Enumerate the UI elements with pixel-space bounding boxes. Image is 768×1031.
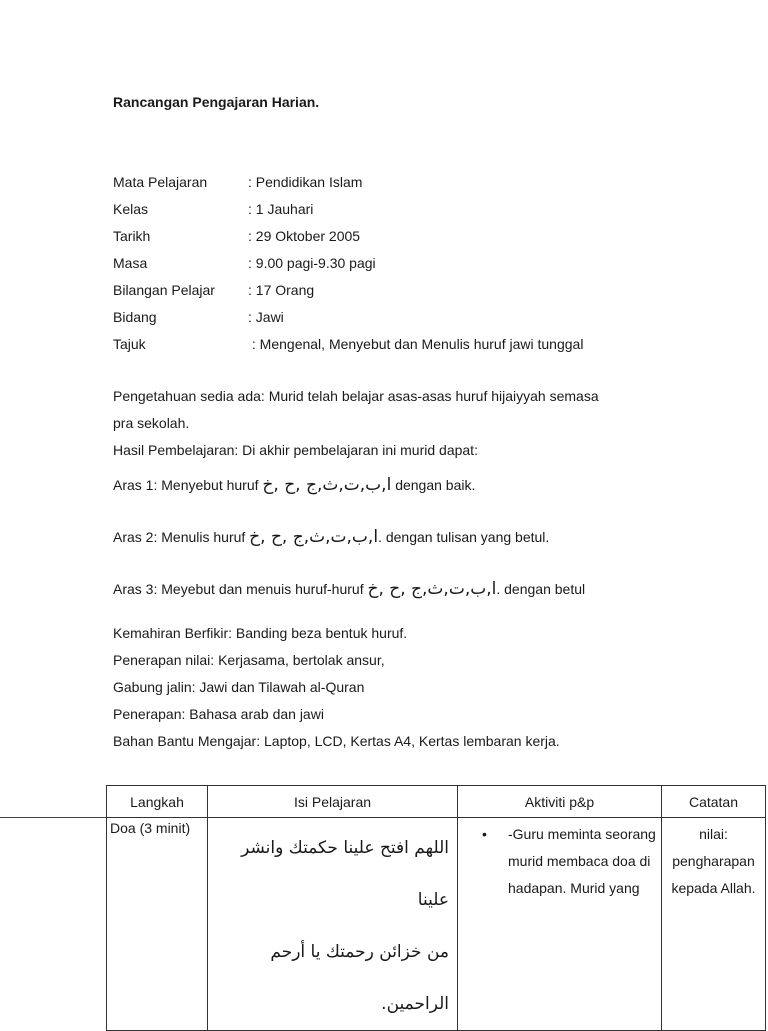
meta-row [113, 226, 360, 246]
aras-1 [113, 475, 475, 495]
meta-value: : 1 Jauhari [248, 201, 314, 217]
meta-value: : 29 Oktober 2005 [248, 228, 361, 244]
header-catatan: Catatan [662, 786, 766, 818]
penerapan-nilai: Penerapan nilai: Kerjasama, bertolak ansur, [113, 652, 385, 668]
table-header-row [107, 786, 766, 818]
header-aktiviti: Aktiviti p&p [458, 786, 662, 818]
aras-2-suffix: . dengan tulisan yang betul. [378, 529, 550, 545]
hasil-pembelajaran: Hasil Pembelajaran: Di akhir pembelajaran ini murid dapat: [113, 442, 478, 458]
meta-label: Bidang [113, 309, 157, 325]
page-title: Rancangan Pengajaran Harian. [113, 94, 320, 110]
meta-value: : Pendidikan Islam [248, 174, 363, 190]
margin-rule [0, 817, 106, 818]
aras-1-suffix: dengan baik. [391, 477, 476, 493]
meta-row [113, 307, 284, 327]
kemahiran-berfikir: Kemahiran Berfikir: Banding beza bentuk huruf. [113, 625, 408, 641]
cell-aktiviti [458, 818, 662, 1031]
aras-3-letters: ا,ب,ت,ث,ج ,ح ,خ [367, 579, 497, 599]
meta-row [113, 334, 583, 354]
aras-1-letters: ا,ب,ت,ث,ج ,ح ,خ [262, 475, 392, 495]
pengetahuan-line-2: pra sekolah. [113, 415, 190, 431]
aras-3 [113, 579, 585, 599]
meta-value: : Jawi [248, 309, 284, 325]
aktiviti-text: -Guru meminta seorang murid membaca doa di hadapan. Murid yang [508, 826, 656, 896]
doa-line-1: اللهم افتح علينا حكمتك وانشر علينا [241, 838, 449, 910]
meta-row [113, 280, 314, 300]
meta-value: : 17 Orang [248, 282, 315, 298]
pengetahuan-line-1: Pengetahuan sedia ada: Murid telah belajar asas-asas huruf hijaiyyah semasa [113, 388, 599, 404]
meta-row [113, 253, 376, 273]
meta-value: : 9.00 pagi-9.30 pagi [248, 255, 376, 271]
doa-line-2: من خزائن رحمتك يا أرحم الراحمين. [270, 942, 449, 1014]
meta-value: : Mengenal, Menyebut dan Menulis huruf jawi tunggal [248, 336, 584, 352]
aras-1-prefix: Aras 1: Menyebut huruf [113, 477, 263, 493]
aras-2 [113, 527, 549, 547]
header-isi-pelajaran: Isi Pelajaran [208, 786, 458, 818]
meta-row [113, 172, 362, 192]
header-langkah: Langkah [107, 786, 208, 818]
bullet-icon: • [482, 826, 487, 842]
aras-2-prefix: Aras 2: Menulis huruf [113, 529, 250, 545]
aras-3-prefix: Aras 3: Meyebut dan menuis huruf-huruf [113, 581, 368, 597]
cell-catatan: nilai: pengharapan kepada Allah. [662, 818, 766, 1031]
meta-label: Tajuk [113, 336, 146, 352]
cell-isi-pelajaran [208, 818, 458, 1031]
meta-row [113, 199, 313, 219]
meta-label: Kelas [113, 201, 149, 217]
aras-3-suffix: . dengan betul [496, 581, 586, 597]
meta-label: Mata Pelajaran [113, 174, 208, 190]
cell-langkah: Doa (3 minit) [107, 818, 208, 1031]
penerapan: Penerapan: Bahasa arab dan jawi [113, 706, 324, 722]
lesson-table [106, 785, 766, 1031]
meta-label: Masa [113, 255, 148, 271]
aras-2-letters: ا,ب,ت,ث,ج ,ح ,خ [249, 527, 379, 547]
meta-label: Bilangan Pelajar [113, 282, 215, 298]
meta-label: Tarikh [113, 228, 151, 244]
table-row [107, 818, 766, 1031]
bahan-bantu-mengajar: Bahan Bantu Mengajar: Laptop, LCD, Kertas A4, Kertas lembaran kerja. [113, 733, 560, 749]
gabung-jalin: Gabung jalin: Jawi dan Tilawah al-Quran [113, 679, 365, 695]
